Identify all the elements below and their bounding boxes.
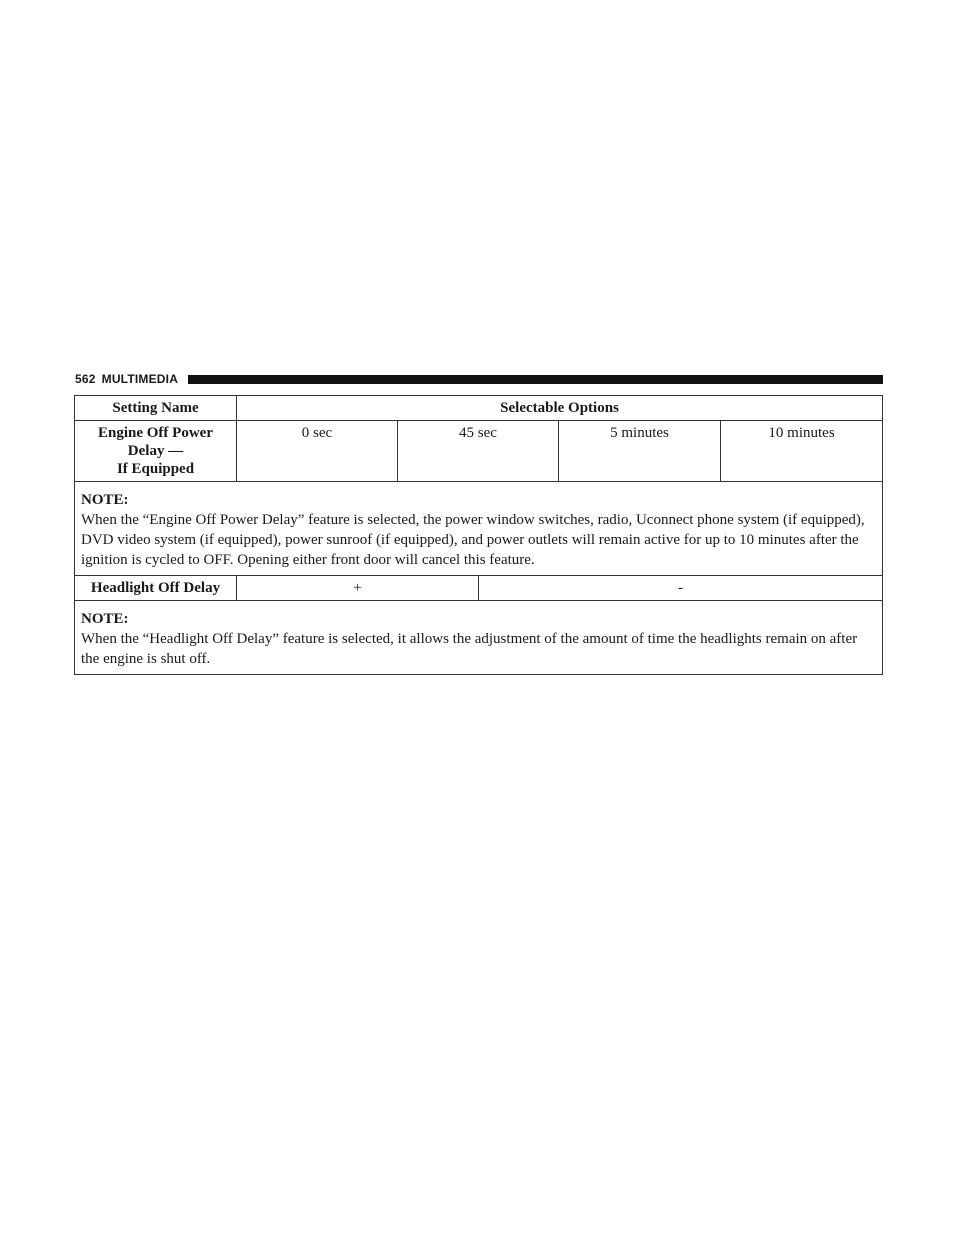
setting-name-line: Delay —: [127, 443, 184, 459]
note-label: NOTE:: [81, 492, 129, 508]
note-text: When the “Engine Off Power Delay” feature is selected, the power window switches, radio, Uconnect phone system (if equipped), DVD video system (if equipped), power sunroof (if equipped), and power outlets will remain active for up to 10 minutes after the ignition is cycled to OFF. Opening either front door will cancel this feature.: [81, 512, 865, 568]
option-minus: -: [479, 576, 883, 601]
setting-name-headlight-off: Headlight Off Delay: [75, 576, 237, 601]
table-header-row: [75, 396, 883, 421]
table-row-engine-off-power-delay: [75, 421, 883, 482]
option-0-sec: 0 sec: [237, 421, 398, 482]
note-engine-off: [75, 482, 883, 576]
header-selectable-options: Selectable Options: [237, 396, 883, 421]
page-header: [75, 370, 883, 388]
option-45-sec: 45 sec: [398, 421, 559, 482]
setting-name-engine-off: [75, 421, 237, 482]
setting-name-line: If Equipped: [116, 461, 195, 477]
option-5-minutes: 5 minutes: [559, 421, 721, 482]
section-title: MULTIMEDIA: [101, 372, 179, 386]
option-plus: +: [237, 576, 479, 601]
table-row-engine-off-note: [75, 482, 883, 576]
header-rule: [188, 375, 883, 384]
note-label: NOTE:: [81, 611, 129, 627]
table-row-headlight-off-note: [75, 601, 883, 675]
table-row-headlight-off-delay: [75, 576, 883, 601]
setting-name-line: Engine Off Power: [98, 425, 213, 441]
header-setting-name: Setting Name: [75, 396, 237, 421]
option-10-minutes: 10 minutes: [721, 421, 883, 482]
note-text: When the “Headlight Off Delay” feature is selected, it allows the adjustment of the amount of time the headlights remain on after the engine is shut off.: [81, 631, 858, 667]
note-headlight-off: [75, 601, 883, 675]
page-number: 562: [75, 372, 96, 386]
settings-table: [74, 395, 883, 675]
